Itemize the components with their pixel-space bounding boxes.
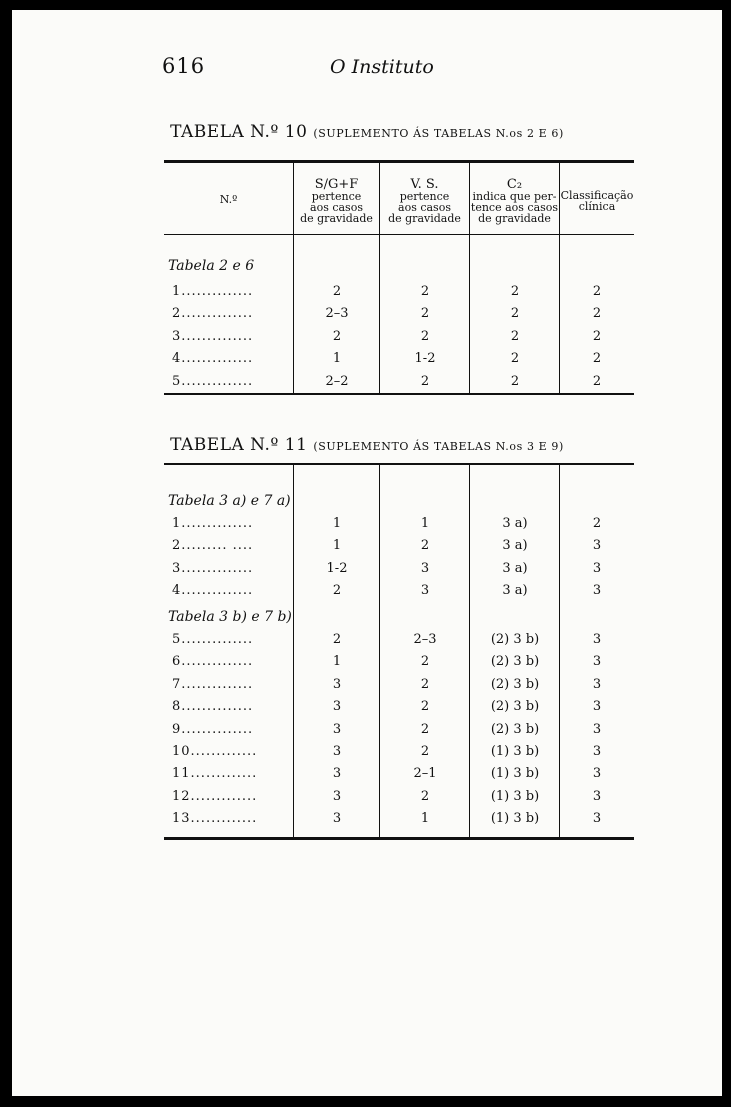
table-cell: 2 [420,744,430,759]
table-cell: (2) 3 b) [490,676,540,692]
table-cell: 3 [420,560,430,576]
page-number: 616 [162,54,206,78]
table11-title [12,435,722,455]
table-row [164,744,634,766]
table-cell: 2 [510,373,520,389]
table-cell: 1 [420,516,430,531]
table-cell: 3 [592,699,602,715]
table-cell: 3 [332,766,342,782]
row-label: 1.............. [172,284,254,299]
table-row [164,351,634,373]
table-row [164,789,634,811]
table-cell: 3 [592,788,602,804]
table-cell: 2 [420,721,430,737]
table-row [164,699,634,721]
table-cell: 2 [332,328,342,344]
table-cell: 3 [332,811,342,827]
table-cell: 3 [332,788,342,804]
table-cell: 1 [332,538,342,554]
table11-section-a-label: Tabela 3 a) e 7 a) [168,493,291,509]
table-cell: (2) 3 b) [490,632,540,647]
table-cell: 2 [510,351,520,367]
row-label: 4.............. [172,351,254,367]
table10-header-classificacao: Classificação clínica [560,189,634,213]
table-cell: 2 [592,328,602,344]
table-cell: 2 [420,654,430,670]
table-cell: 3 [420,583,430,599]
table-cell: 3 [592,632,602,647]
table-cell: 2 [592,516,602,531]
table10-header-number: N.º [219,193,238,206]
table-cell: 2 [420,676,430,692]
row-label: 8.............. [172,699,254,715]
table-cell: 3 a) [502,516,528,531]
table-cell: 3 a) [502,583,528,599]
table-cell: 2 [420,284,430,299]
table-row [164,561,634,583]
table-cell: 3 [592,744,602,759]
table-cell: 3 [332,744,342,759]
table-row [164,766,634,788]
table-cell: 2 [420,538,430,554]
table-cell: 2–3 [325,306,349,322]
table-cell: 2 [332,632,342,647]
table-cell: (1) 3 b) [490,788,540,804]
table10-header-vs: V. S. pertence aos casos de gravidade [388,177,461,225]
table10-section-label: Tabela 2 e 6 [168,258,255,274]
table-cell: 3 [592,766,602,782]
table-cell: (1) 3 b) [490,766,540,782]
table-cell: (2) 3 b) [490,699,540,715]
table-row [164,583,634,605]
table-row [164,811,634,833]
table-cell: 3 [332,676,342,692]
row-label: 2.............. [172,306,254,322]
table11 [164,463,634,843]
table-row [164,329,634,351]
table-cell: 3 a) [502,560,528,576]
row-label: 12............. [172,788,258,804]
table-cell: 2–2 [325,373,349,389]
table10-top-rule [164,160,634,163]
table10-title-sub: (SUPLEMENTO ÁS TABELAS N.os 2 E 6) [313,127,564,140]
row-label: 3.............. [172,560,254,576]
table-cell: 3 [592,583,602,599]
table-cell: 2–1 [413,766,437,782]
table-cell: 1 [420,811,430,827]
table-row [164,306,634,328]
row-label: 6.............. [172,654,254,670]
table-row [164,374,634,396]
table-cell: 1 [332,516,342,531]
table10-header-rule [164,234,634,235]
table10-header-c2: C₂ indica que per- tence aos casos de gravidade [470,177,559,225]
row-label: 3.............. [172,328,254,344]
table11-section-b-label: Tabela 3 b) e 7 b) [168,609,292,625]
table-cell: 3 [332,721,342,737]
row-label: 11............. [172,766,258,782]
row-label: 4.............. [172,583,254,599]
table-cell: 3 a) [502,538,528,554]
table10-title [12,122,722,142]
table-row [164,677,634,699]
table-cell: 3 [592,538,602,554]
table-cell: 3 [592,560,602,576]
row-label: 2......... .... [172,538,254,554]
row-label: 5.............. [172,632,254,647]
row-label: 5.............. [172,373,254,389]
table-row [164,284,634,306]
table11-title-sub: (SUPLEMENTO ÁS TABELAS N.os 3 E 9) [313,440,564,453]
table10-title-main: TABELA N.º 10 [170,122,308,142]
table-cell: 1 [332,654,342,670]
table-cell: 3 [592,654,602,670]
table-cell: 3 [592,811,602,827]
row-label: 13............. [172,811,258,827]
table-row [164,722,634,744]
row-label: 9.............. [172,721,254,737]
table-cell: 2–3 [413,632,437,647]
table-cell: (2) 3 b) [490,721,540,737]
table-cell: 2 [592,284,602,299]
table-cell: (1) 3 b) [490,744,540,759]
table-cell: 2 [332,284,342,299]
table-cell: 3 [592,676,602,692]
table-cell: 2 [592,306,602,322]
row-label: 7.............. [172,676,254,692]
table10 [164,160,634,408]
table-cell: 2 [420,328,430,344]
table-cell: 3 [592,721,602,737]
row-label: 1.............. [172,516,254,531]
table-row [164,654,634,676]
row-label: 10............. [172,744,258,759]
running-title: O Instituto [330,56,434,78]
table-cell: (1) 3 b) [490,811,540,827]
table-cell: (2) 3 b) [490,654,540,670]
table-cell: 2 [592,351,602,367]
table-cell: 2 [420,306,430,322]
table-cell: 2 [420,373,430,389]
table-row [164,538,634,560]
table-row [164,632,634,654]
table-cell: 2 [510,328,520,344]
table11-bottom-rule [164,837,634,840]
table-cell: 1-2 [414,351,436,367]
table-cell: 1-2 [326,560,348,576]
table-cell: 2 [592,373,602,389]
table-cell: 1 [332,351,342,367]
table11-title-main: TABELA N.º 11 [170,435,308,455]
table-cell: 2 [420,788,430,804]
document-page [12,10,722,1096]
table-cell: 2 [510,306,520,322]
table-cell: 2 [420,699,430,715]
table-cell: 2 [510,284,520,299]
table10-header-sgf: S/G+F pertence aos casos de gravidade [300,177,373,225]
table-row [164,516,634,538]
table11-top-rule [164,463,634,465]
table-cell: 2 [332,583,342,599]
table-cell: 3 [332,699,342,715]
